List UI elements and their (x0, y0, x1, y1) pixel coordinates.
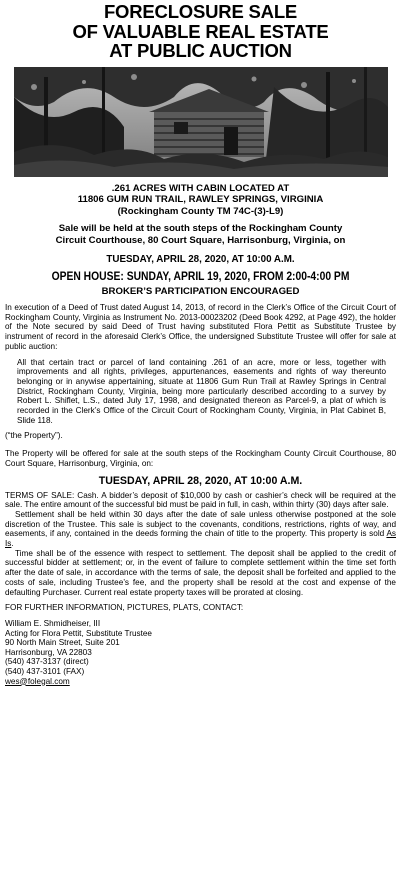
sale-date-top: TUESDAY, APRIL 28, 2020, AT 10:00 A.M. (106, 254, 295, 265)
contact-block (5, 619, 396, 686)
settlement-paragraph: Settlement shall be held within 30 days after the date of sale unless otherwise postponed at the sole discretion of the Trustee. This sale is subject to the covenants, conditions, restrictions, rights of way, and easements, if any, contained in the deeds forming the chain of title to the property. This property is sold As Is. (5, 509, 396, 549)
contact-phone: (540) 437-3137 (direct) (5, 657, 89, 667)
time-of-essence-paragraph: Time shall be of the essence with respect to settlement. The deposit shall be applied to the credit of successful bidder at settlement; or, in the event of failure to complete settlement within the time set forth after the date of sale, in accordance with the terms of sale, the deposit shall be forfeited and applied to the costs of sale, including Trustee’s fee, and the property shall be resold at the cost and expense of the defaulting Purchaser. Current real estate property taxes will be prorated at closing. (5, 548, 396, 597)
contact-street: 90 North Main Street, Suite 201 (5, 638, 120, 648)
the-property-label: (“the Property”). (5, 431, 63, 441)
legal-description: All that certain tract or parcel of land containing .261 of an acre, more or less, together with improvements and all rights, privileges, appurtenances, easements and rights of way thereunto belonging or in anywise appertaining, situate at 11806 Gum Run Trail at Rawley Springs in Central District, Rockingham County, Virginia, being more particularly described according to a survey by Robert L. Shiflet, L.S., dated July 17, 1998, and designated thereon as Parcel-9, a plat of which is recorded in the Clerk’s Office of the Circuit Court of Rockingham County, Virginia, in Plat Cabinet B, Slide 118. (17, 357, 386, 425)
contact-city: Harrisonburg, VA 22803 (5, 647, 92, 657)
contact-heading: FOR FURTHER INFORMATION, PICTURES, PLATS, CONTACT: (5, 603, 244, 613)
sale-location: Sale will be held at the south steps of the Rockingham County Circuit Courthouse, 80 Court Square, Harrisonburg, Virginia, on (55, 223, 346, 246)
notice-title: FORECLOSURE SALE OF VALUABLE REAL ESTATE AT PUBLIC AUCTION (72, 1, 329, 61)
sale-date-bottom: TUESDAY, APRIL 28, 2020, AT 10:00 A.M. (98, 474, 303, 487)
open-house: OPEN HOUSE: SUNDAY, APRIL 19, 2020, FROM 2:00-4:00 PM (51, 269, 350, 283)
cabin-photo (14, 67, 388, 177)
terms-of-sale: TERMS OF SALE: Cash. A bidder’s deposit of $10,000 by cash or cashier’s check will be required at the sale. The entire amount of the successful bid must be paid in full, in cash, within thirty (30) days after sale. (5, 490, 396, 510)
contact-fax: (540) 437-3101 (FAX) (5, 666, 85, 676)
foreclosure-notice (5, 2, 396, 686)
property-address: .261 ACRES WITH CABIN LOCATED AT 11806 GUM RUN TRAIL, RAWLEY SPRINGS, VIRGINIA (Rockingham County TM 74C-(3)-L9) (77, 182, 324, 217)
as-is-label: As Is (5, 529, 396, 549)
contact-name: William E. Shmidheiser, III (5, 618, 101, 628)
deed-paragraph: In execution of a Deed of Trust dated August 14, 2013, of record in the Clerk’s Office of the Circuit Court of Rockingham County, Virginia as Instrument No. 2013-00023202 (Deed Book 4292, at Page 492), the holder of the Note secured by said Deed of Trust having substituted Flora Pettit as Substitute Trustee by instrument of record in the aforesaid Clerk’s Office, the undersigned Substitute Trustee will offer for sale at public auction: (5, 303, 396, 351)
broker-participation: BROKER’S PARTICIPATION ENCOURAGED (101, 286, 300, 297)
contact-email-link[interactable]: wes@folegal.com (5, 676, 70, 686)
contact-role: Acting for Flora Pettit, Substitute Trustee (5, 628, 152, 638)
offer-paragraph: The Property will be offered for sale at the south steps of the Rockingham County Circuit Courthouse, 80 Court Square, Harrisonburg, Virginia, on: (5, 449, 396, 468)
